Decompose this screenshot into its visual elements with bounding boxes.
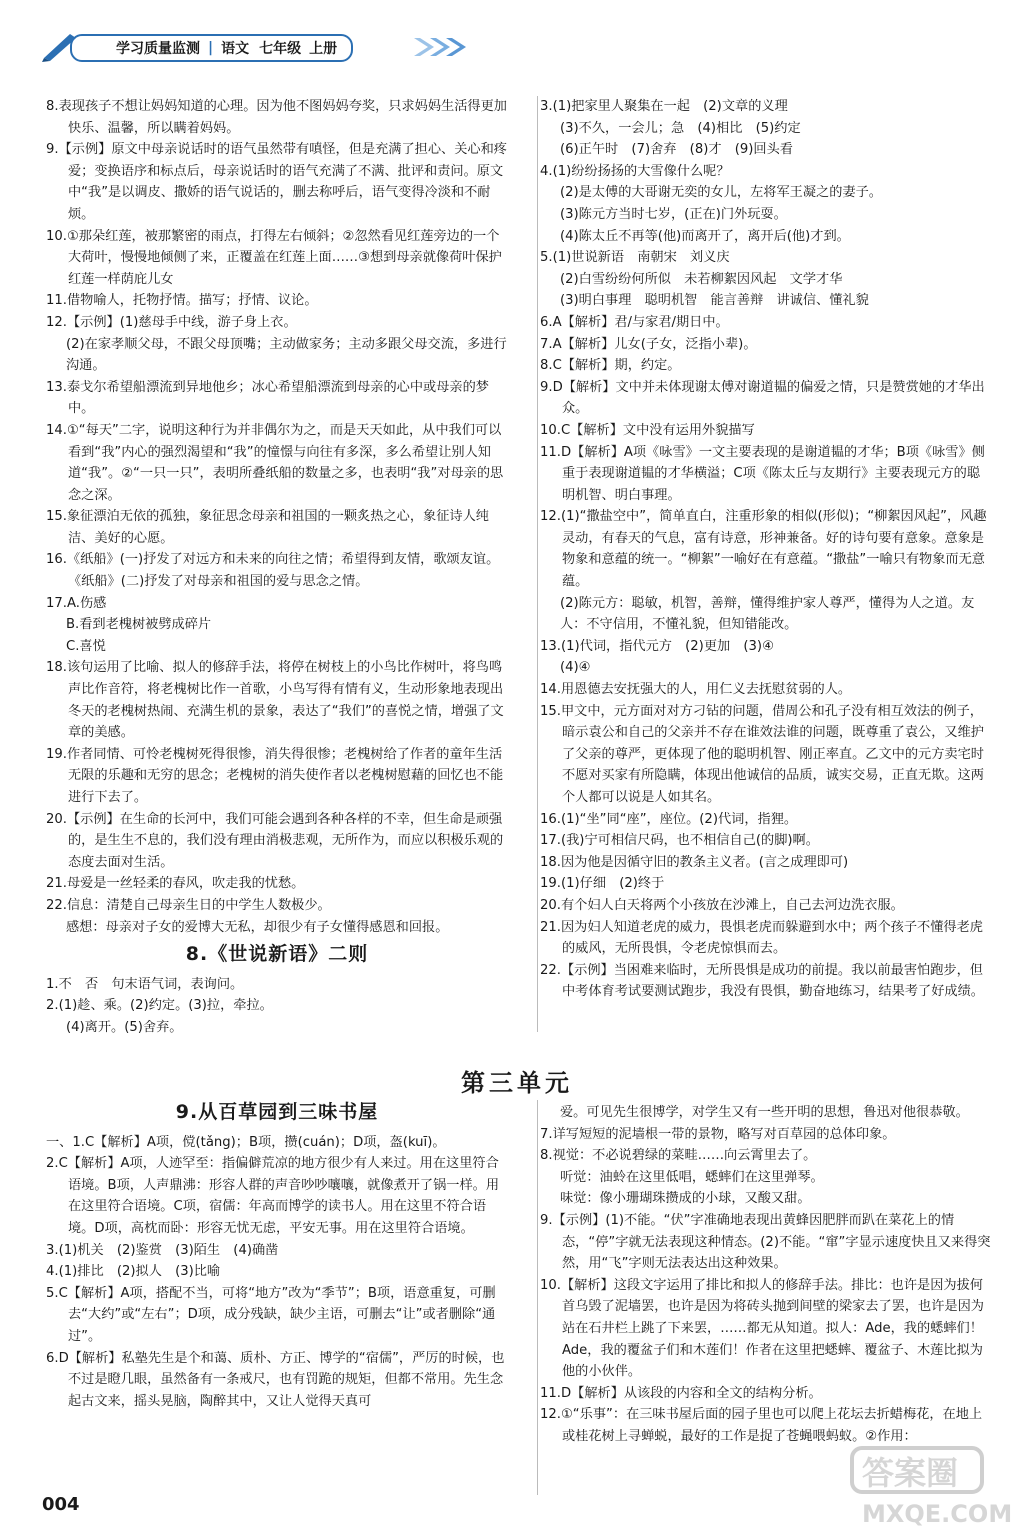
answer-item: 9.【示例】原文中母亲说话时的语气虽然带有嗔怪，但是充满了担心、关心和疼爱；变换语序和标点后，母亲说话时的语气充满了不满、批评和责问。原文中“我”是以调皮、撒娇的语气说话的，删去称呼后，语气变得冷淡和不耐烦。 (46, 142, 507, 222)
answer-subitem: C.喜悦 (66, 638, 106, 654)
answer-subitem: (2)是太傅的大哥谢无奕的女儿，左将军王凝之的妻子。 (560, 185, 882, 201)
answer-item: 8.C【解析】期，约定。 (540, 358, 681, 374)
header-volume: 上册 (309, 41, 338, 57)
column-divider (537, 96, 538, 1032)
answer-item: 13.泰戈尔希望船漂流到异地他乡；冰心希望船漂流到母亲的心中或母亲的梦中。 (46, 379, 489, 417)
answer-item: 15.象征漂泊无依的孤独，象征思念母亲和祖国的一颗炙热之心，象征诗人纯洁、美好的心愿。 (46, 509, 489, 546)
answer-item: 7.详写短短的泥墙根一带的景物，略写对百草园的总体印象。 (540, 1126, 896, 1142)
answer-item: 13.(1)代词，指代元方 (2)更加 (3)④ (540, 638, 774, 654)
answer-item: 18.该句运用了比喻、拟人的修辞手法，将停在树枝上的小鸟比作树叶，将鸟鸣声比作音符，将老槐树比作一首歌，小鸟写得有情有义，生动形象地表现出冬天的老槐树热闹、充满生机的景象，表达了“我们”的喜悦之情，增强了文章的美感。 (46, 660, 504, 741)
answer-subitem: (2)在家孝顺父母，不跟父母顶嘴；主动做家务；主动多跟父母交流，多进行沟通。 (66, 336, 507, 374)
unit-title: 第三单元 (461, 1069, 573, 1097)
answer-item: 15.甲文中，元方面对对方刁钻的问题，借周公和孔子没有相互效法的例子，暗示袁公和自己的父亲并不存在谁效法谁的问题，既尊重了袁公，又维护了父亲的尊严，更体现了他的聪明机智、刚正率直。乙文中的元方卖宅时不愿对买家有所隐瞒，体现出他诚信的品质，诚实交易，正直无欺。这两个人都可以说是人如其名。 (540, 703, 984, 805)
answer-subitem: B.看到老槐树被劈成碎片 (66, 617, 212, 633)
answer-item: 8.视觉：不必说碧绿的菜畦……向云霄里去了。 (540, 1148, 817, 1164)
answer-item: 7.A【解析】儿女(子女，泛指小辈)。 (540, 336, 757, 352)
answer-item: 2.C【解析】A项，人迹罕至：指偏僻荒凉的地方很少有人来过。用在这里符合语境。B项，人声鼎沸：形容人群的声音吵吵嚷嚷，就像煮开了锅一样。用在这里符合语境。C项，宿儒：年高而博学的读书人。用在这里不符合语境。D项，高枕而卧：形容无忧无虑，平安无事。用在这里符合语境。 (46, 1156, 500, 1236)
answer-item: 10.①那朵红莲，被那繁密的雨点，打得左右倾斜；②忽然看见红莲旁边的一个大荷叶，慢慢地倾侧了来，正覆盖在红莲上面……③想到母亲就像荷叶保护红莲一样荫庇儿女 (46, 228, 502, 287)
answer-subitem: 味觉：像小珊瑚珠攒成的小球，又酸又甜。 (560, 1191, 811, 1207)
page-number: 004 (42, 1494, 80, 1515)
header-subject: 语文 (221, 41, 250, 57)
answer-item: 16.(1)“坐”同“座”，座位。(2)代词，指狸。 (540, 811, 798, 827)
answer-item: 一、1.C【解析】A项，傥(tǎng)；B项，攒(cuán)；D项，盔(kuī)。 (46, 1134, 446, 1150)
answer-item: 9.【示例】(1)不能。“伏”字准确地表现出黄蜂因肥胖而趴在菜花上的情态，“停”字就无法表现这种情态。(2)不能。“窜”字显示速度快且又来得突然，用“飞”字则无法表达出这种效果。 (540, 1212, 991, 1272)
header (40, 28, 460, 64)
answer-item: 4.(1)纷纷扬扬的大雪像什么呢？ (540, 163, 730, 179)
svg-text:答案圈: 答案圈 (862, 1454, 959, 1492)
answer-item: 18.因为他是因循守旧的教条主义者。(言之成理即可) (540, 854, 849, 870)
left-column-top (46, 96, 508, 1039)
column-divider-bottom (537, 1100, 538, 1495)
answer-item: 10.【解析】这段文字运用了排比和拟人的修辞手法。排比：也许是因为拔何首乌毁了泥墙罢，也许是因为将砖头抛到间壁的梁家去了罢，也许是因为站在石井栏上跳了下来罢，……都无从知道。拟人：Ade，我的蟋蟀们！Ade，我的覆盆子们和木莲们！作者在这里把蟋蟀、覆盆子、木莲比拟为他的小伙伴。 (540, 1277, 984, 1380)
answer-item: 19.作者同情、可怜老槐树死得很惨，消失得很惨；老槐树给了作者的童年生活无限的乐趣和无穷的思念；老槐树的消失使作者以老槐树慰藉的回忆也不能进行下去了。 (46, 746, 504, 805)
answer-subitem: (3)明白事理 聪明机智 能言善辩 讲诚信、懂礼貌 (560, 293, 869, 309)
answer-item: 17.(我)宁可相信尺码，也不相信自己(的脚)啊。 (540, 833, 819, 849)
svg-text:MXQE.COM: MXQE.COM (862, 1500, 1013, 1528)
answer-item: 3.(1)把家里人聚集在一起 (2)文章的义理 (540, 99, 788, 114)
answer-item: 19.(1)仔细 (2)终于 (540, 876, 665, 892)
answer-subitem: (4)陈太丘不再等(他)而离开了，离开后(他)才到。 (560, 228, 850, 244)
answer-subitem: (2)白雪纷纷何所似 未若柳絮因风起 文学才华 (560, 271, 843, 287)
right-column-bottom (540, 1102, 992, 1448)
header-title: 学习质量监测 (116, 41, 200, 57)
answer-item: 12.(1)“撒盐空中”，简单直白，注重形象的相似(形似)；“柳絮因风起”，风趣灵动，有春天的气息，富有诗意，形神兼备。好的诗句要有意象。意象是物象和意蕴的统一。“柳絮”一喻好在有意蕴。“撒盐”一喻只有物象而无意蕴。 (540, 509, 987, 590)
section-title-8: 8.《世说新语》二则 (185, 943, 369, 966)
answer-item: 5.(1)世说新语 南朝宋 刘义庆 (540, 250, 730, 266)
answer-item: 11.D【解析】从该段的内容和全文的结构分析。 (540, 1385, 822, 1401)
answer-item: 22.信息：清楚自己母亲生日的中学生人数极少。 (46, 897, 331, 913)
answer-item: 22.【示例】当困难来临时，无所畏惧是成功的前提。我以前最害怕跑步，但中考体育考试要测试跑步，我没有畏惧，勤奋地练习，结果考了好成绩。 (540, 962, 984, 1000)
answer-subitem: (4)离开。(5)舍弃。 (66, 1019, 183, 1035)
watermark-logo-icon (848, 1440, 1028, 1530)
answer-item: 2.(1)趁、乘。(2)约定。(3)拉，牵拉。 (46, 998, 273, 1014)
answer-item: 21.母爱是一丝轻柔的春风，吹走我的忧愁。 (46, 876, 305, 892)
answer-item: 20.【示例】在生命的长河中，我们可能会遇到各种各样的不幸，但生命是顽强的，是生生不息的，我们没有理由消极悲观，无所作为，而应以积极乐观的态度去面对生活。 (46, 811, 504, 870)
header-divider: | (208, 40, 214, 56)
answer-subitem: (3)不久，一会儿；急 (4)相比 (5)约定 (560, 120, 801, 136)
right-column-top (540, 96, 992, 1003)
answer-item: 16.《纸船》(一)抒发了对远方和未来的向往之情；希望得到友情，歌颂友谊。《纸船》(二)抒发了对母亲和祖国的爱与思念之情。 (46, 552, 500, 590)
answer-subitem: 听觉：油蛉在这里低唱，蟋蟀们在这里弹琴。 (560, 1169, 824, 1185)
answer-item: 5.C【解析】A项，搭配不当，可将“地方”改为“季节”；B项，语意重复，可删去“大约”或“左右”；D项，成分残缺，缺少主语，可删去“让”或者删除“通过”。 (46, 1285, 496, 1344)
answer-item: 8.表现孩子不想让妈妈知道的心理。因为他不图妈妈夸奖，只求妈妈生活得更加快乐、温馨，所以瞒着妈妈。 (46, 99, 507, 136)
left-column-bottom (46, 1102, 508, 1412)
answer-subitem: (6)正午时 (7)舍弃 (8)才 (9)回头看 (560, 142, 793, 158)
answer-item: 17.A.伤感 (46, 595, 107, 611)
section-title-9: 9.从百草园到三味书屋 (175, 1101, 379, 1123)
answer-continued: 爱。可见先生很博学，对学生又有一些开明的思想，鲁迅对他很恭敬。 (560, 1105, 969, 1120)
answer-item: 14.用恩德去安抚强大的人，用仁义去抚慰贫弱的人。 (540, 682, 852, 698)
answer-subitem: (2)陈元方：聪敏，机智，善辩，懂得维护家人尊严，懂得为人之道。友人：不守信用，不懂礼貌，但知错能改。 (560, 595, 975, 633)
answer-item: 9.D【解析】文中并未体现谢太傅对谢道韫的偏爱之情，只是赞赏她的才华出众。 (540, 379, 985, 417)
answer-item: 1.不 否 句末语气词，表询问。 (46, 976, 244, 992)
answer-item: 10.C【解析】文中没有运用外貌描写 (540, 422, 755, 438)
answer-item: 3.(1)机关 (2)鉴赏 (3)陌生 (4)确凿 (46, 1242, 279, 1258)
answer-item: 6.A【解析】君/与家君/期日中。 (540, 314, 729, 330)
answer-subitem: 感想：母亲对子女的爱博大无私，却很少有子女懂得感恩和回报。 (66, 919, 449, 935)
answer-item: 11.借物喻人，托物抒情。描写；抒情、议论。 (46, 293, 318, 309)
answer-item: 11.D【解析】A项《咏雪》一文主要表现的是谢道韫的才华；B项《咏雪》侧重于表现谢道韫的才华横溢；C项《陈太丘与友期行》主要表现元方的聪明机智、明白事理。 (540, 444, 985, 503)
header-box (70, 34, 353, 62)
header-grade: 七年级 (259, 41, 302, 57)
chevron-arrows-icon (412, 36, 482, 58)
answer-subitem: (3)陈元方当时七岁，(正在)门外玩耍。 (560, 206, 787, 222)
answer-item: 12.【示例】(1)慈母手中线，游子身上衣。 (46, 314, 297, 330)
answer-item: 21.因为妇人知道老虎的威力，畏惧老虎而躲避到水中；两个孩子不懂得老虎的威风，无所畏惧，令老虎惊惧而去。 (540, 919, 983, 957)
answer-item: 20.有个妇人白天将两个小孩放在沙滩上，自己去河边洗衣服。 (540, 897, 904, 913)
answer-item: 12.①“乐事”：在三味书屋后面的园子里也可以爬上花坛去折蜡梅花，在地上或桂花树上寻蝉蜕，最好的工作是捉了苍蝇喂蚂蚁。②作用： (540, 1407, 983, 1444)
answer-subitem: (4)④ (560, 660, 591, 676)
answer-item: 4.(1)排比 (2)拟人 (3)比喻 (46, 1264, 221, 1280)
answer-item: 14.①“每天”二字，说明这种行为并非偶尔为之，而是天天如此，从中我们可以看到“我”内心的强烈渴望和“我”的憧憬与向往有多深，多么希望让别人知道“我”。②“一只一只”，表明所叠纸船的数量之多，也表明“我”对母亲的思念之深。 (46, 422, 504, 503)
answer-item: 6.D【解析】私塾先生是个和蔼、质朴、方正、博学的“宿儒”，严厉的时候，也不过是瞪几眼，虽然备有一条戒尺，也有罚跪的规矩，但都不常用。先生念起古文来，摇头晃脑，陶醉其中，又让人觉得天真可 (46, 1350, 505, 1409)
